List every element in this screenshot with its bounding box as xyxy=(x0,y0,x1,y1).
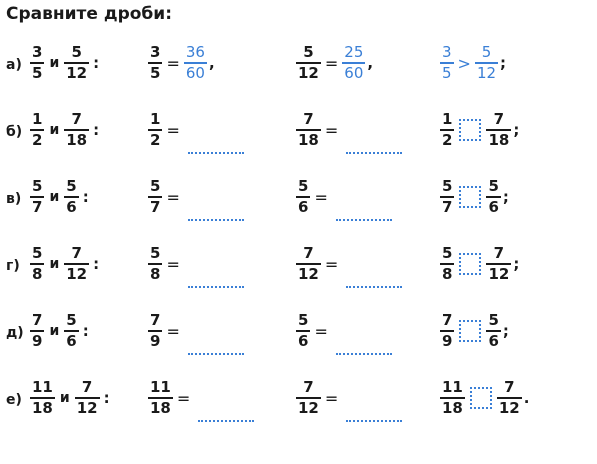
row-label: а) xyxy=(6,57,22,73)
answer-blank[interactable] xyxy=(346,256,402,288)
exercise-title: Сравните дроби: xyxy=(6,4,172,24)
and-word: и xyxy=(49,55,60,71)
and-word: и xyxy=(59,390,70,406)
colon: : xyxy=(93,54,100,72)
equation-a xyxy=(148,111,244,149)
fraction-a: $\frac{5}{8}$ xyxy=(32,244,43,283)
row-label: г) xyxy=(6,258,20,274)
equation-b xyxy=(296,379,402,417)
answer-blank[interactable] xyxy=(346,122,402,154)
answer-blank[interactable] xyxy=(346,390,402,422)
fraction-a: $\frac{11}{18}$ xyxy=(32,378,53,417)
fraction-a: $\frac{7}{9}$ xyxy=(32,311,43,350)
row-end-punctuation: ; xyxy=(513,121,520,139)
equals-sign: = xyxy=(314,321,328,341)
fraction-b: $\frac{7}{18}$ xyxy=(298,110,319,149)
comparison xyxy=(440,312,509,350)
comparison-box[interactable] xyxy=(459,320,481,342)
comparison-box[interactable] xyxy=(459,186,481,208)
fraction-pair xyxy=(30,44,99,82)
fraction-a: $\frac{5}{7}$ xyxy=(150,177,161,216)
fraction-pair xyxy=(30,111,99,149)
comparison-box[interactable] xyxy=(459,253,481,275)
fraction-b: $\frac{5}{6}$ xyxy=(488,177,499,216)
equals-sign: = xyxy=(166,53,180,73)
answer-blank[interactable] xyxy=(188,122,244,154)
colon: : xyxy=(82,188,89,206)
fraction-b: $\frac{7}{12}$ xyxy=(298,244,319,283)
equation-b xyxy=(296,178,392,216)
row-label: е) xyxy=(6,392,22,408)
fraction-b: $\frac{5}{6}$ xyxy=(66,311,77,350)
answer-blank[interactable] xyxy=(188,189,244,221)
comparison xyxy=(440,178,509,216)
equation-a: $\frac{3}{5}$ = $\frac{36}{60}$ , xyxy=(150,43,215,82)
fraction-a: $\frac{7}{9}$ xyxy=(150,311,161,350)
comparison-box[interactable] xyxy=(459,119,481,141)
equals-sign: = xyxy=(176,388,191,408)
equals-sign: = xyxy=(324,120,339,140)
equation-b xyxy=(296,245,402,283)
fraction-b: $\frac{5}{12}$ xyxy=(298,43,319,82)
fraction-a: $\frac{3}{5}$ xyxy=(150,43,161,82)
fraction-a: $\frac{1}{2}$ xyxy=(32,110,43,149)
equals-sign: = xyxy=(324,53,339,73)
fraction-a: $\frac{5}{8}$ xyxy=(150,244,161,283)
colon: : xyxy=(103,389,110,407)
colon: : xyxy=(93,121,100,139)
answer-fraction: $\frac{36}{60}$ xyxy=(185,43,205,82)
comparison xyxy=(440,111,519,149)
equation-a xyxy=(148,178,244,216)
fraction-a: $\frac{7}{9}$ xyxy=(442,311,453,350)
exercise-row-e xyxy=(0,375,597,431)
comparison xyxy=(440,245,519,283)
comparison-box[interactable] xyxy=(470,387,492,409)
equation-b: $\frac{5}{12}$ = $\frac{25}{60}$ , xyxy=(298,43,374,82)
fraction-a: $\frac{11}{18}$ xyxy=(150,378,171,417)
answer-blank[interactable] xyxy=(198,390,254,422)
comparison xyxy=(440,44,506,82)
fraction-b: $\frac{7}{12}$ xyxy=(76,378,98,417)
fraction-pair xyxy=(30,178,89,216)
row-label: в) xyxy=(6,191,22,207)
equation-a xyxy=(148,312,244,350)
row-end-punctuation: ; xyxy=(502,322,509,340)
exercise-row-v xyxy=(0,174,597,230)
and-word: и xyxy=(49,122,60,138)
answer-blank[interactable] xyxy=(188,323,244,355)
fraction-b: $\frac{7}{12}$ xyxy=(66,244,88,283)
fraction-a: $\frac{1}{2}$ xyxy=(442,110,453,149)
equation-a xyxy=(148,379,254,417)
fraction-b: $\frac{5}{12}$ xyxy=(476,43,497,82)
equals-sign: = xyxy=(166,187,180,207)
fraction-a: $\frac{11}{18}$ xyxy=(442,378,463,417)
equals-sign: = xyxy=(324,388,339,408)
fraction-b: $\frac{5}{6}$ xyxy=(66,177,77,216)
row-label: д) xyxy=(6,325,24,341)
comparison xyxy=(440,379,529,417)
and-word: и xyxy=(49,256,60,272)
fraction-b: $\frac{7}{12}$ xyxy=(298,378,319,417)
equals-sign: = xyxy=(314,187,328,207)
equals-sign: = xyxy=(166,120,180,140)
row-end-punctuation: ; xyxy=(513,255,520,273)
fraction-a: $\frac{5}{7}$ xyxy=(32,177,43,216)
fraction-pair xyxy=(30,379,110,417)
answer-blank[interactable] xyxy=(336,323,392,355)
row-end-punctuation: . xyxy=(523,389,530,407)
answer-blank[interactable] xyxy=(336,189,392,221)
and-word: и xyxy=(49,189,60,205)
fraction-a: $\frac{1}{2}$ xyxy=(150,110,161,149)
exercise-row-b xyxy=(0,107,597,163)
colon: : xyxy=(82,322,89,340)
colon: : xyxy=(93,255,100,273)
fraction-a: $\frac{3}{5}$ xyxy=(442,43,452,82)
answer-fraction: $\frac{25}{60}$ xyxy=(344,43,364,82)
equals-sign: = xyxy=(166,254,180,274)
fraction-b: $\frac{5}{6}$ xyxy=(298,311,309,350)
fraction-pair xyxy=(30,245,99,283)
fraction-b: $\frac{5}{12}$ xyxy=(66,43,88,82)
comparison-sign: > xyxy=(457,53,471,73)
fraction-a: $\frac{5}{8}$ xyxy=(442,244,453,283)
exercise-row-d xyxy=(0,308,597,364)
equals-sign: = xyxy=(324,254,339,274)
fraction-b: $\frac{5}{6}$ xyxy=(488,311,499,350)
fraction-b: $\frac{7}{12}$ xyxy=(488,244,510,283)
row-end-punctuation: ; xyxy=(500,54,507,72)
fraction-a: $\frac{3}{5}$ xyxy=(32,43,43,82)
equation-b xyxy=(296,111,402,149)
fraction-b: $\frac{5}{6}$ xyxy=(298,177,309,216)
answer-blank[interactable] xyxy=(188,256,244,288)
fraction-b: $\frac{7}{18}$ xyxy=(66,110,88,149)
equals-sign: = xyxy=(166,321,180,341)
row-label: б) xyxy=(6,124,23,140)
fraction-a: $\frac{5}{7}$ xyxy=(442,177,453,216)
row-end-punctuation: ; xyxy=(502,188,509,206)
fraction-b: $\frac{7}{12}$ xyxy=(498,378,520,417)
fraction-pair xyxy=(30,312,89,350)
equation-a xyxy=(148,245,244,283)
and-word: и xyxy=(49,323,60,339)
equation-b xyxy=(296,312,392,350)
exercise-row-g xyxy=(0,241,597,297)
fraction-b: $\frac{7}{18}$ xyxy=(488,110,510,149)
exercise-row-a xyxy=(0,40,597,96)
